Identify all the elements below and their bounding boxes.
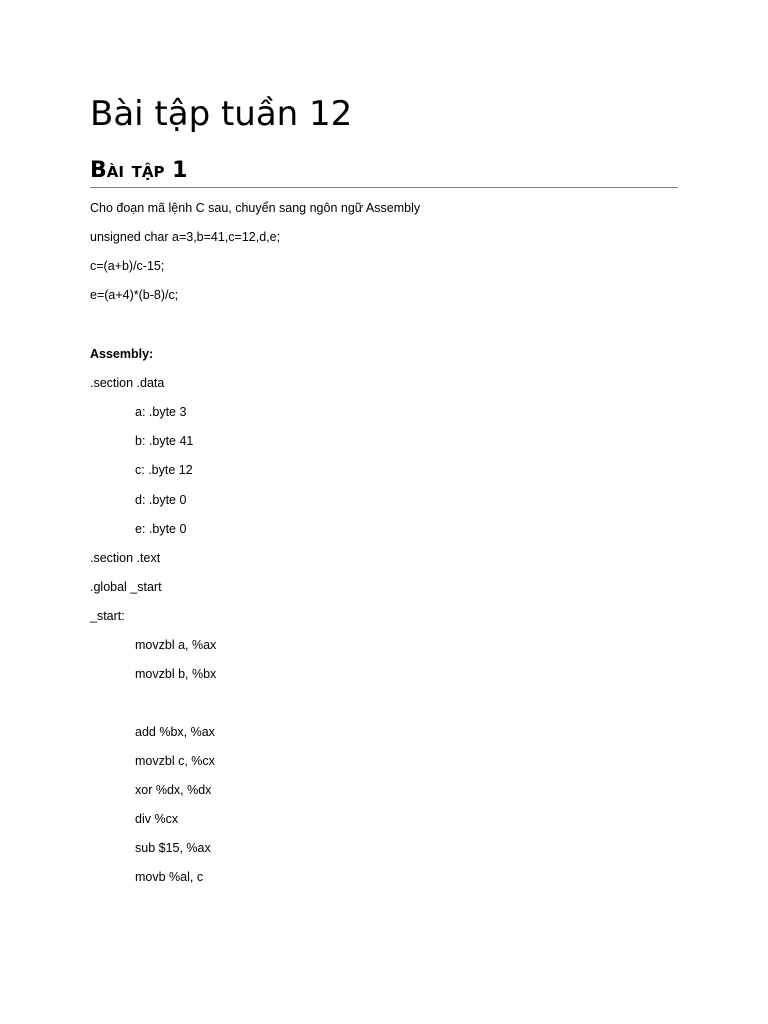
- code-line: movzbl c, %cx: [135, 754, 215, 768]
- code-line: movzbl b, %bx: [135, 667, 217, 681]
- code-line: b: .byte 41: [135, 434, 194, 448]
- code-line: movb %al, c: [135, 870, 204, 884]
- section-heading: Bài tập 1: [90, 156, 678, 188]
- code-line: add %bx, %ax: [135, 725, 215, 739]
- code-line: e: .byte 0: [135, 522, 187, 536]
- intro-line: unsigned char a=3,b=41,c=12,d,e;: [90, 230, 281, 244]
- code-line: a: .byte 3: [135, 405, 187, 419]
- document-title: Bài tập tuần 12: [90, 94, 353, 134]
- code-line: c: .byte 12: [135, 463, 193, 477]
- code-line: movzbl a, %ax: [135, 638, 217, 652]
- code-line: .section .data: [90, 376, 165, 390]
- code-line: .section .text: [90, 551, 161, 565]
- code-line: xor %dx, %dx: [135, 783, 212, 797]
- code-line: d: .byte 0: [135, 493, 187, 507]
- assembly-label: Assembly:: [90, 347, 154, 361]
- intro-line: e=(a+4)*(b-8)/c;: [90, 288, 179, 302]
- code-line: _start:: [90, 609, 125, 623]
- code-line: div %cx: [135, 812, 179, 826]
- intro-line: c=(a+b)/c-15;: [90, 259, 165, 273]
- code-line: .global _start: [90, 580, 162, 594]
- code-line: sub $15, %ax: [135, 841, 211, 855]
- intro-line: Cho đoạn mã lệnh C sau, chuyển sang ngôn ngữ Assembly: [90, 201, 421, 215]
